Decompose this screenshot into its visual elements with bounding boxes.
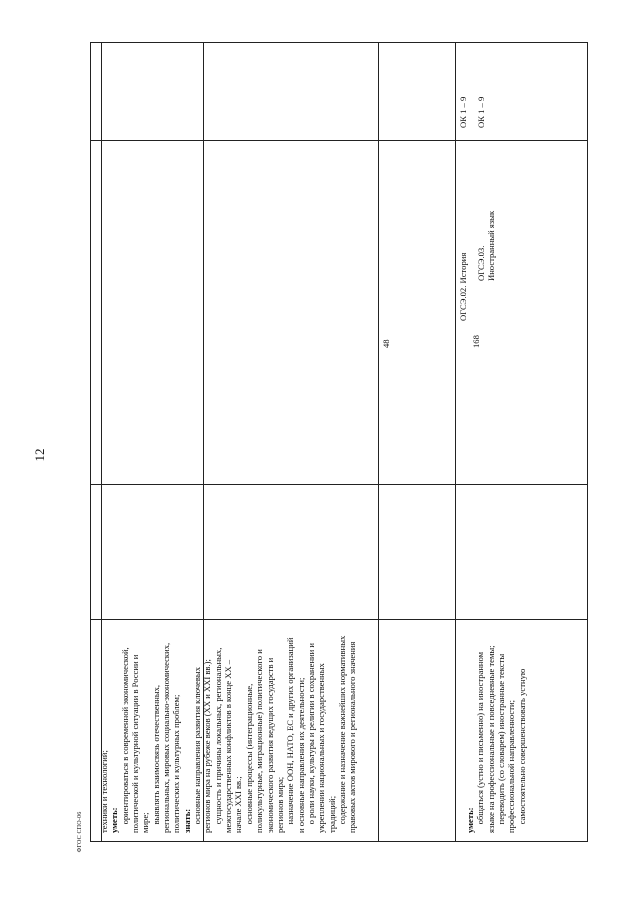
- description-line: общаться (устно и письменно) на иностранном: [475, 651, 486, 833]
- hours-cell: 48: [381, 339, 391, 348]
- discipline-cell: ОГСЭ.02. История: [458, 252, 468, 321]
- description-line: политических и культурных проблем;: [171, 694, 182, 833]
- competencies-cell: ОК 1 – 9: [458, 96, 468, 128]
- description-line: поликультурные, миграционные) политического и: [254, 649, 265, 833]
- description-line: политической и культурной ситуации в России и: [130, 654, 141, 833]
- description-line: регионов мира;: [274, 776, 285, 833]
- table-column-line: [378, 43, 379, 841]
- description-line: сущность и причины локальных, региональных,: [212, 647, 223, 833]
- description-heading: уметь:: [109, 807, 120, 833]
- footer-code: ФГОС СПО-06: [77, 811, 83, 853]
- description-line: региональных, мировых социально-экономических,: [161, 642, 172, 833]
- page-number: 12: [32, 448, 47, 462]
- description-line: ориентироваться в современной экономической,: [119, 647, 130, 833]
- description-line: о роли науки, культуры и религии в сохранении и: [305, 643, 316, 833]
- table-row-line: [91, 140, 587, 141]
- description-line: основные направления развития ключевых: [192, 666, 203, 833]
- description-heading: уметь:: [465, 807, 475, 833]
- description-line: содержание и назначение важнейших нормативных: [336, 635, 347, 833]
- table-row: [99, 636, 358, 833]
- description-line: регионов мира на рубеже веков (XX и XXI вв.);: [202, 659, 213, 833]
- curriculum-table: [90, 42, 588, 842]
- description-line: и основные направления их деятельности;: [295, 677, 306, 833]
- table-row: [465, 645, 527, 833]
- description-line: основные процессы (интеграционные,: [243, 683, 254, 833]
- discipline-cell: [476, 211, 497, 281]
- table-row-line: [91, 619, 587, 620]
- table-row-line: [91, 484, 587, 485]
- description-heading: знать:: [181, 808, 192, 833]
- description-line: профессиональной направленности;: [506, 700, 517, 833]
- description-line: языке на профессиональные и повседневные темы;: [485, 645, 496, 833]
- description-line: укреплении национальных и государственных: [316, 663, 327, 833]
- hours-cell: 168: [471, 335, 481, 348]
- table-column-line: [455, 43, 456, 841]
- description-line: переводить (со словарем) иностранные тексты: [496, 653, 507, 833]
- discipline-line: ОГСЭ.03.: [476, 245, 486, 281]
- description-line: назначение ООН, НАТО, ЕС и других организаций: [285, 637, 296, 833]
- description-line: правовых актов мирового и регионального значения: [347, 641, 358, 833]
- discipline-line: Иностранный язык: [486, 210, 497, 281]
- description-line: экономического развития ведущих государств и: [264, 657, 275, 833]
- description-line: традиций;: [326, 795, 337, 833]
- description-line: техники и технологий;: [99, 750, 109, 833]
- description-line: выявлять взаимосвязь отечественных,: [150, 684, 161, 833]
- description-line: начале XXI вв.;: [233, 776, 244, 833]
- description-line: межгосударственных конфликтов в конце XX –: [223, 659, 234, 833]
- competencies-cell: ОК 1 – 9: [476, 96, 486, 128]
- description-line: самостоятельно совершенствовать устную: [516, 668, 527, 833]
- description-line: мире;: [140, 812, 151, 833]
